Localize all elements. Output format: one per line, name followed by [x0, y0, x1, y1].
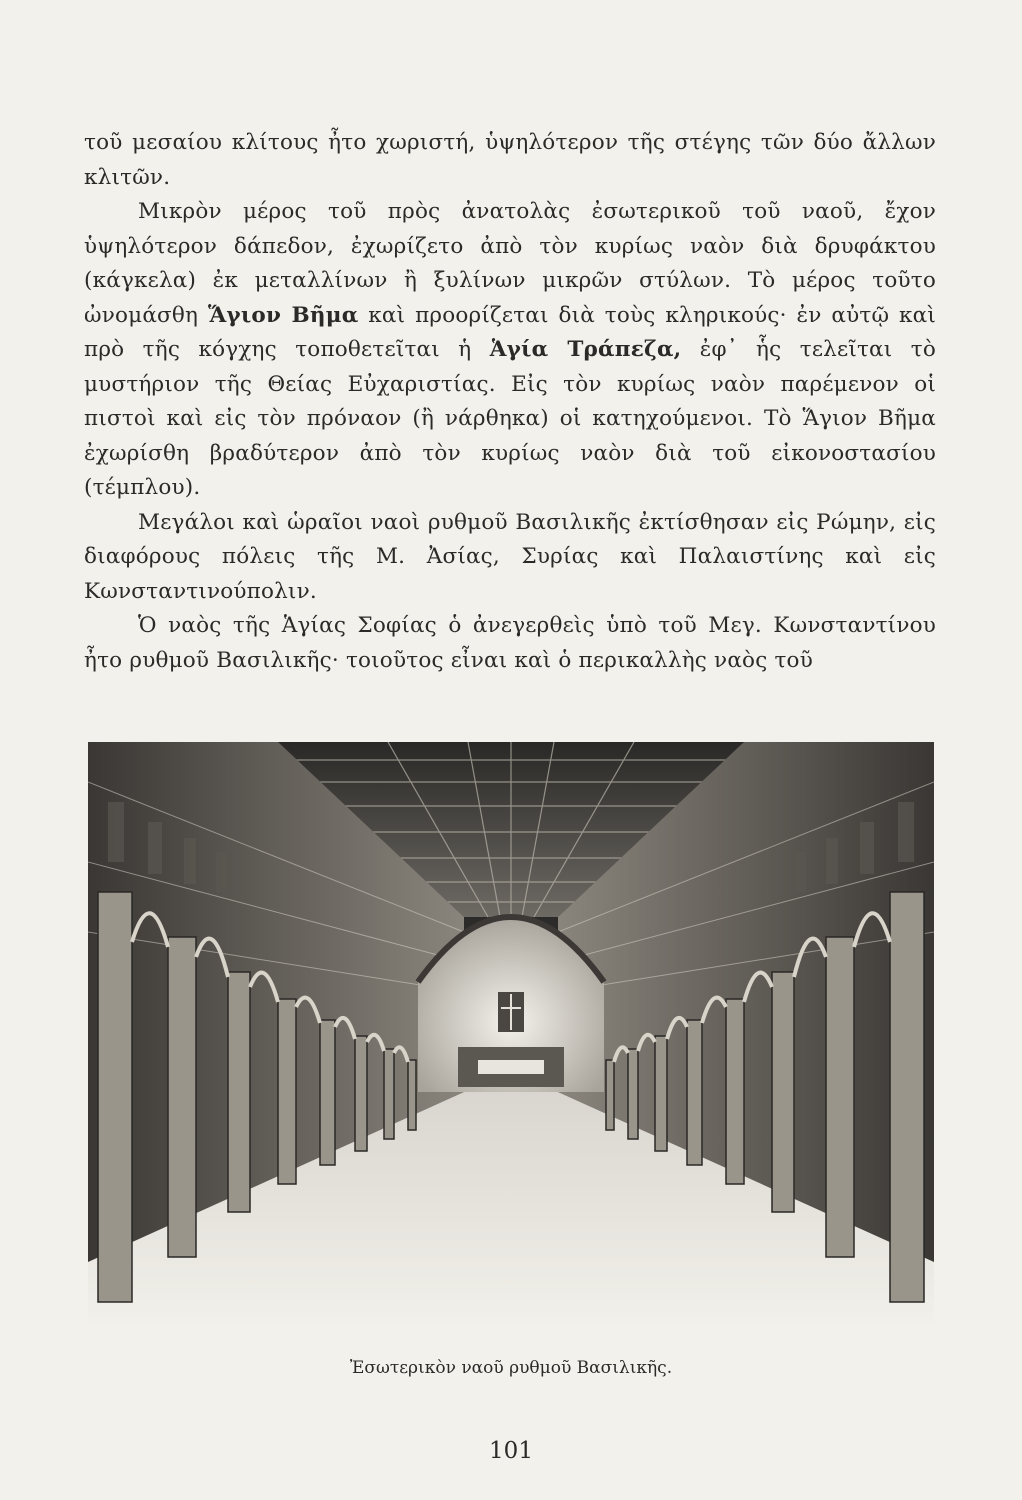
paragraph-1: τοῦ μεσαίου κλίτους ἦτο χωριστή, ὑψηλότερον τῆς στέγης τῶν δύο ἄλλων κλιτῶν. [84, 130, 936, 190]
paragraph-2-text-3: ἐφ᾽ ἧς τελεῖται τὸ μυστήριον τῆς Θείας Εὐχαριστίας. Εἰς τὸν κυρίως ναὸν παρέμενον οἱ πιστοὶ καὶ εἰς τὸν πρόναον (ἢ νάρθηκα) οἱ κατηχούμενοι. Τὸ Ἅγιον Βῆμα ἐχωρίσθη βραδύτερον ἀπὸ τὸν κυρίως ναὸν διὰ τοῦ εἰκονοστασίου (τέμπλου). [84, 337, 936, 500]
paragraph-2-text-2: καὶ προορίζεται διὰ τοὺς κληρικούς· ἐν αὐτῷ καὶ πρὸ τῆς κόγχης τοποθετεῖται ἡ [84, 302, 936, 362]
term-agia-trapeza: Ἁγία Τράπεζα, [489, 337, 682, 362]
paragraph-2 [84, 195, 936, 506]
page-number: 101 [489, 1438, 533, 1464]
paragraph-3: Μεγάλοι καὶ ὡραῖοι ναοὶ ρυθμοῦ Βασιλικῆς ἐκτίσθησαν εἰς Ρώμην, εἰς διαφόρους πόλεις τῆς Μ. Ἀσίας, Συρίας καὶ Παλαιστίνης καὶ εἰς Κωνσταντινούπολιν. [84, 509, 936, 604]
figure-caption: Ἐσωτερικὸν ναοῦ ρυθμοῦ Βασιλικῆς. [349, 1358, 673, 1378]
paragraph-2-text-1: Μικρὸν μέρος τοῦ πρὸς ἀνατολὰς ἐσωτερικοῦ τοῦ ναοῦ, ἔχον ὑψηλότερον δάπεδον, ἐχωρίζετο ἀπὸ τὸν κυρίως ναὸν διὰ δρυφάκτου (κάγκελα) ἐκ μεταλλίνων ἢ ξυλίνων μικρῶν στύλων. Τὸ μέρος τοῦτο ὠνομάσθη [84, 199, 936, 328]
body-text [84, 126, 936, 678]
basilica-interior-illustration [88, 742, 934, 1324]
basilica-interior-photo [88, 742, 934, 1324]
term-agion-vima: Ἅγιον Βῆμα [207, 302, 359, 328]
paragraph-4: Ὁ ναὸς τῆς Ἁγίας Σοφίας ὁ ἀνεγερθεὶς ὑπὸ τοῦ Μεγ. Κωνσταντίνου ἦτο ρυθμοῦ Βασιλικῆς· τοιοῦτος εἶναι καὶ ὁ περικαλλὴς ναὸς τοῦ [84, 613, 936, 673]
